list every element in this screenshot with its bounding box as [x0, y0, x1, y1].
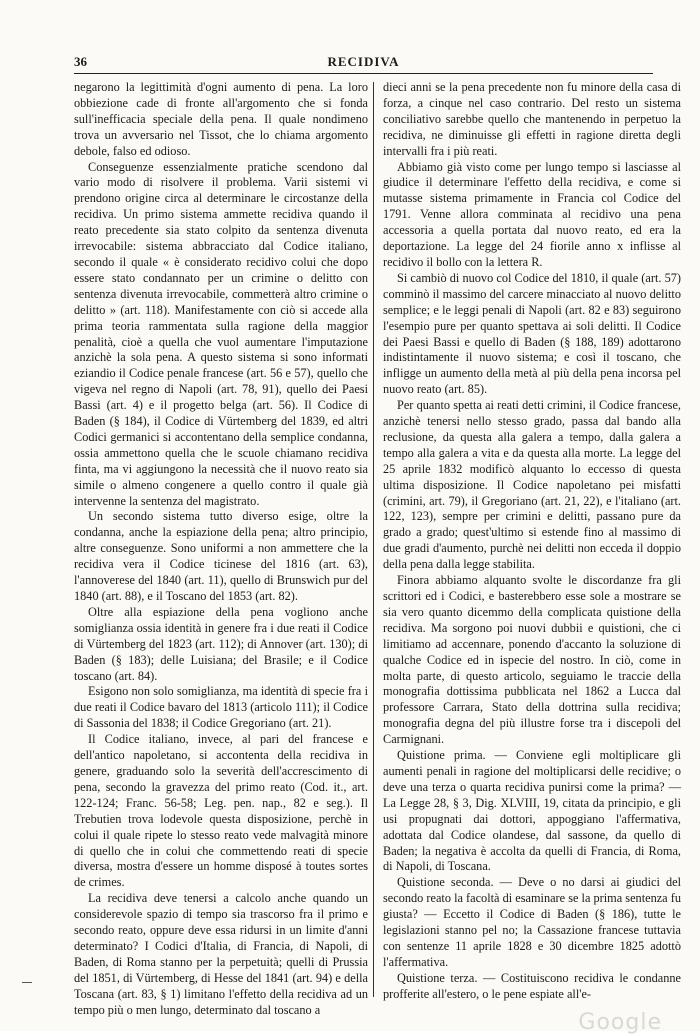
- paragraph: Esigono non solo somiglianza, ma identità di specie fra i due reati il Codice bavaro del 1813 (articolo 111); il Codice di Sassonia del 1838; il Codice Gregoriano (art. 21).: [74, 684, 368, 731]
- paragraph: Finora abbiamo alquanto svolte le discordanze fra gli scrittori ed i Codici, e basterebbero esse sole a mostrare se sia vero quanto dicemmo della complicata quistione della recidiva. Ma sorgono poi nuovi dubbii e quistioni, che ci limitiamo ad accennare, ponendo d'accanto la soluzione di qualche Codice ed in ispecie del nostro. In ciò, come in molta parte, di questo articolo, seguiamo le traccie della monografia dottissima pubblicata nel 1862 a Lucca dal professore Carrara, Stato della dottrina sulla recidiva; monografia degna del più illustre forse tra i discepoli del Carmignani.: [383, 573, 681, 747]
- margin-mark: [22, 982, 32, 983]
- paragraph: Conseguenze essenzialmente pratiche scendono dal vario modo di risolvere il problema. Varii sistemi vi prendono origine circa al determinare le circostanze della recidiva. Un primo sistema ammette recidiva quando il reato precedente sia stato colpito da sentenza divenuta irrevocabile: sistema abbracciato dal Codice italiano, secondo il quale « è considerato recidivo colui che dopo essere stato condannato per un crimine o delitto con sentenza divenuta irrevocabile, commetterà altro crimine o delitto » (art. 118). Manifestamente con ciò si accede alla prima teoria rammentata sulla ragione della maggior penalità, cioè a quella che vuol aumentare l'imputazione anzichè la sola pena. A questo sistema si sono informati eziandio il Codice penale francese (art. 56 e 57), quello che vigeva nel regno di Napoli (art. 78, 91), quello dei Paesi Bassi (art. 4) e il progetto belga (art. 56). Il Codice di Baden (§ 184), il Codice di Vürtemberg del 1839, ed altri Codici germanici si accontentano della semplice condanna, ossia ammettono quella che le scuole chiamano recidiva finta, ma vi aggiungono la necessità che il nuovo reato sia simile o almeno congenere a quello contro il quale già intervenne la sentenza del magistrato.: [74, 159, 368, 508]
- right-column: [383, 80, 681, 1003]
- paragraph: Quistione seconda. — Deve o no darsi ai giudici del secondo reato la facoltà di esaminare se la prima sentenza fu giusta? — Eccetto il Codice di Baden (§ 186), tutte le legislazioni stanno pel no; la Cassazione francese tuttavia con sentenze 11 aprile 1828 e 30 dicembre 1825 adottò l'affermativa.: [383, 875, 681, 969]
- page-header: [74, 52, 653, 72]
- paragraph: Si cambiò di nuovo col Codice del 1810, il quale (art. 57) comminò il massimo del carcere minacciato al nuovo delitto semplice; e le leggi penali di Napoli (art. 82 e 83) seguirono l'esempio pure per quanto spettava ai soli delitti. Il Codice dei Paesi Bassi e quello di Baden (§ 188, 189) adottarono indistintamente il nuovo sistema; e così il toscano, che infligge un aumento della metà al più della pena incorsa pel nuovo reato (art. 85).: [383, 270, 681, 397]
- paragraph: La recidiva deve tenersi a calcolo anche quando un considerevole spazio di tempo sia trascorso fra il primo e secondo reato, oppure deve essa ridursi in un limite d'anni determinato? I Codici d'Italia, di Francia, di Napoli, di Baden, di Roma stanno per la perpetuità; quelli di Prussia del 1851, di Vürtemberg, di Hesse del 1841 (art. 94) e della Toscana (art. 83, § 1) limitano l'effetto della recidiva ad un tempo più o men lungo, determinato dal toscano a: [74, 891, 368, 1017]
- paragraph: Il Codice italiano, invece, al pari del francese e dell'antico napoletano, si accontenta della recidiva in genere, graduando solo la severità dell'accrescimento di pena, secondo la gravezza del primo reato (Cod. it., art. 122-124; Franc. 56-58; Leg. pen. nap., 82 e seg.). Il Trebutien trova lodevole questa disposizione, perchè in colui il quale ripete lo stesso reato vede malvagità minore di quello che in colui che commettendo reati di specie diversa, mostra d'essere un homme disposé à toutes sortes de crimes.: [74, 732, 368, 890]
- paragraph: dieci anni se la pena precedente non fu minore della casa di forza, a cinque nel caso contrario. Del resto un sistema conciliativo sarebbe quello che mantenendo in perpetuo la recidiva, ne diminuisse gli effetti in ragione diretta degli intervalli fra i più reati.: [383, 80, 681, 158]
- paragraph: Abbiamo già visto come per lungo tempo si lasciasse al giudice il determinare l'effetto della recidiva, e come si mutasse sistema primamente in Francia col Codice del 1791. Venne allora comminata al recidivo una pena accessoria a quella portata dal nuovo reato, ed era la deportazione. La legge del 24 fiorile anno x inflisse al recidivo il bollo con la lettera R.: [383, 159, 681, 269]
- paragraph: Quistione terza. — Costituiscono recidiva le condanne profferite all'estero, o le pene espiate all'e-: [383, 970, 681, 1001]
- paragraph: negarono la legittimità d'ogni aumento di pena. La loro obbiezione cade di fronte all'argomento che si fonda sull'inefficacia speciale della pena. Il quale nondimeno trova un avversario nel Tissot, che lo chiama argomento debole, falso ed odioso.: [74, 80, 368, 158]
- scan-watermark: Google: [578, 1010, 662, 1035]
- column-divider: [373, 82, 374, 997]
- header-rule: [74, 73, 653, 74]
- paragraph: Un secondo sistema tutto diverso esige, oltre la condanna, anche la espiazione della pena; altro principio, altre conseguenze. Sono uniformi a non ammettere che la recidiva vera il Codice ticinese del 1816 (art. 63), l'annoverese del 1840 (art. 11), quello di Brunswich pur del 1840 (art. 88), e il Toscano del 1853 (art. 82).: [74, 509, 368, 603]
- paragraph: Oltre alla espiazione della pena vogliono anche somiglianza ossia identità in genere fra i due reati il Codice di Vürtemberg del 1823 (art. 112); di Annover (art. 130); di Baden (§ 183); delle Luisiana; del Brasile; e il Codice toscano (art. 84).: [74, 604, 368, 683]
- page-number: 36: [74, 54, 87, 69]
- left-column: [74, 80, 368, 1018]
- paragraph: Per quanto spetta ai reati detti crimini, il Codice francese, anzichè tenersi nello stesso grado, passa dal bando alla reclusione, da questa alla galera a tempo, dalla galera a tempo alla galera a vita e da questa alla morte. La legge del 25 aprile 1832 modificò alquanto lo eccesso di questa ultima disposizione. Il Codice napoletano pei misfatti (crimini, art. 79), il Gregoriano (art. 21, 22), e l'italiano (art. 122, 123), sempre per crimini e delitti, passano pure da grado a grado; quest'ultimo si estende fino al massimo di due gradi d'aumento, purchè nei delitti non ecceda il doppio della pena dalla legge stabilita.: [383, 398, 681, 572]
- paragraph: Quistione prima. — Conviene egli moltiplicare gli aumenti penali in ragione del moltiplicarsi delle recidive; o deve una terza o quarta recidiva punirsi come la prima? — La Legge 28, § 3, Dig. XLVIII, 19, citata da principio, e gli usi propugnati dai dottori, appoggiano l'affermativa, adottata dal Codice olandese, dal sassone, da quello di Baden; la negativa è accolta da quelli di Francia, di Roma, di Napoli, di Toscana.: [383, 748, 681, 874]
- running-title: RECIDIVA: [327, 54, 400, 69]
